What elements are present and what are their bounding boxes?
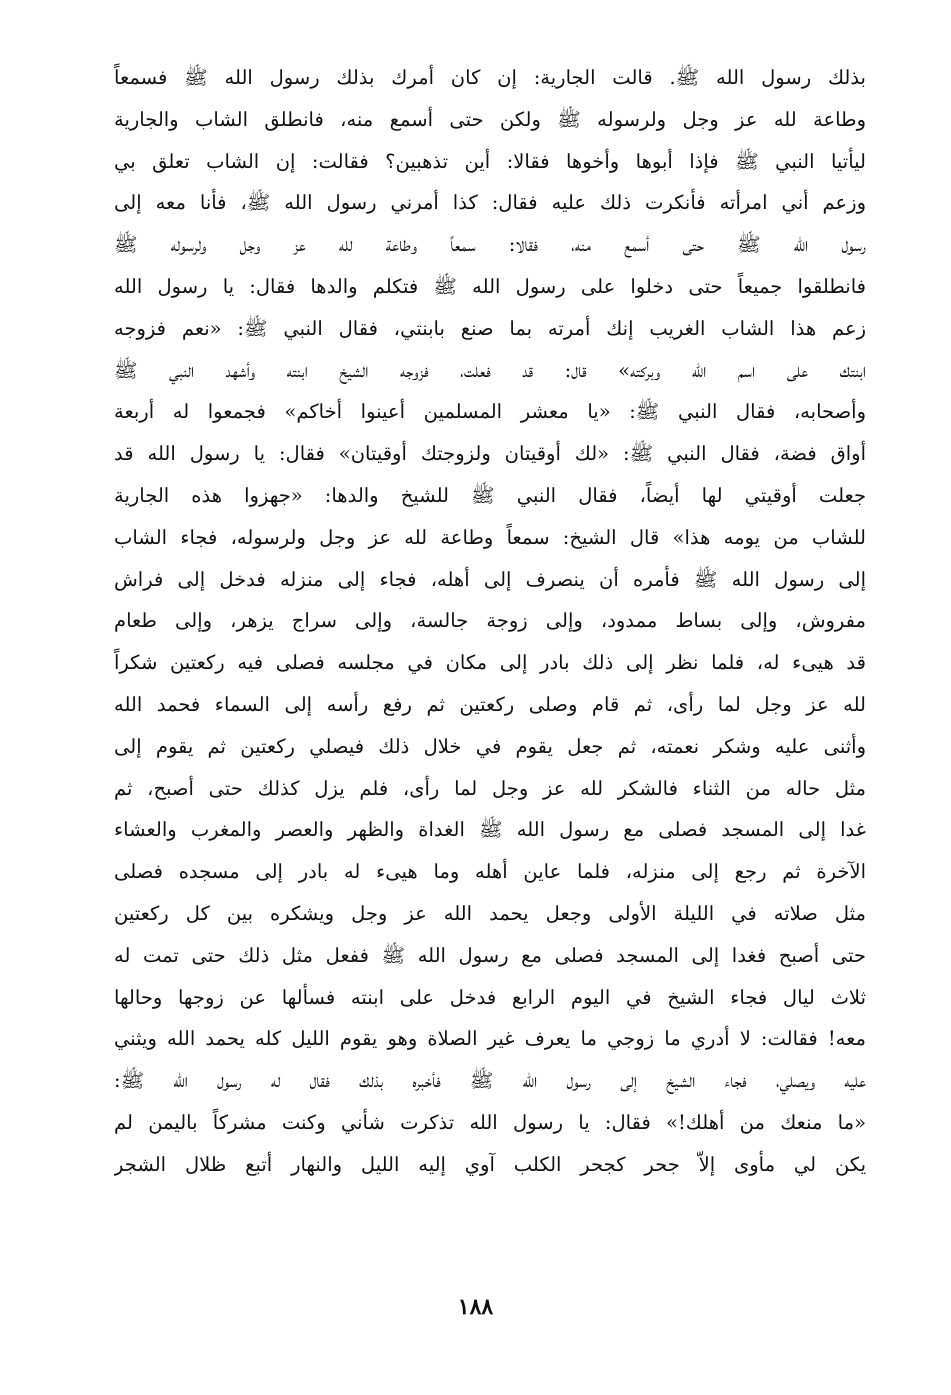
text-line: للشاب من يومه هذا» قال الشيخ: سمعاً وطاعة لله عز وجل ولرسوله، فجاء الشاب (114, 525, 866, 549)
text-line: حتى أصبح فغدا إلى المسجد فصلى مع رسول الله ﷺ ففعل مثل ذلك حتى تمت له (114, 943, 866, 967)
text-line: فانطلقوا جميعاً حتى دخلوا على رسول الله ﷺ فتكلم والدها فقال: يا رسول الله (114, 274, 866, 298)
text-line: مثل صلاته في الليلة الأولى وجعل يحمد الله عز وجل ويشكره بين كل ركعتين (114, 901, 866, 925)
text-line: وزعم أني امرأته فأنكرت ذلك عليه فقال: كذا أمرني رسول الله ﷺ، فأنا معه إلى (114, 191, 866, 215)
text-line: إلى رسول الله ﷺ فأمره أن ينصرف إلى أهله، فجاء إلى منزله فدخل إلى فراش (114, 567, 866, 591)
text-line: ليأتيا النبي ﷺ فإذا أبوها وأخوها فقالا: أين تذهبين؟ فقالت: إن الشاب تعلق بي (114, 149, 866, 173)
text-line: يكن لي مأوى إلاّ جحر كجحر الكلب آوي إليه الليل والنهار أتبع ظلال الشجر (114, 1152, 866, 1176)
text-line: مثل حاله من الثناء فالشكر لله عز وجل لما رأى، فلم يزل كذلك حتى أصبح، ثم (114, 776, 866, 800)
text-line: لله عز وجل لما رأى، ثم قام وصلى ركعتين ثم رفع رأسه إلى السماء فحمد الله (114, 692, 866, 716)
text-line: رسول الله ﷺ حتى أسمع منه، فقالا: سمعاً وطاعة لله عز وجل ولرسوله ﷺ (114, 233, 866, 257)
text-line: وطاعة لله عز وجل ولرسوله ﷺ ولكن حتى أسمع منه، فانطلق الشاب والجارية (114, 107, 866, 131)
text-line: بذلك رسول الله ﷺ. قالت الجارية: إن كان أمرك بذلك رسول الله ﷺ فسمعاً (114, 66, 866, 89)
text-line: أواق فضة، فقال النبي ﷺ: «لك أوقيتان ولزوجتك أوقيتان» فقال: يا رسول الله قد (114, 442, 866, 466)
text-line: ثلاث ليال فجاء الشيخ في اليوم الرابع فدخل على ابنته فسألها عن زوجها وحالها (114, 985, 866, 1009)
text-line: «ما منعك من أهلك!» فقال: يا رسول الله تذكرت شأني وكنت مشركاً باليمن لم (114, 1110, 866, 1134)
text-line: مفروش، وإلى بساط ممدود، وإلى زوجة جالسة، وإلى سراج يزهر، وإلى طعام (114, 609, 866, 633)
text-line: الآخرة ثم رجع إلى منزله، فلما عاين أهله وما هيىء له بادر إلى مسجده فصلى (114, 860, 866, 884)
text-line: وأصحابه، فقال النبي ﷺ: «يا معشر المسلمين أعينوا أخاكم» فجمعوا له أربعة (114, 400, 866, 424)
text-line: معه! فقالت: لا أدري ما زوجي ما يعرف غير الصلاة وهو يقوم الليل كله يحمد الله ويثني (114, 1027, 866, 1051)
body-text (114, 57, 866, 1186)
text-line: عليه ويصلي، فجاء الشيخ إلى رسول الله ﷺ فأخبره بذلك فقال له رسول الله ﷺ: (114, 1069, 866, 1093)
text-line: ابنتك على اسم الله وبركته» قال: قد فعلت، فزوجه الشيخ ابنته وأشهد النبي ﷺ (114, 358, 866, 382)
page-number: ١٨٨ (457, 1294, 494, 1320)
text-line: وأثنى عليه وشكر نعمته، ثم جعل يقوم في خلال ذلك فيصلي ركعتين ثم يقوم إلى (114, 734, 866, 758)
text-line: زعم هذا الشاب الغريب إنك أمرته بما صنع بابنتي، فقال النبي ﷺ: «نعم فزوجه (114, 316, 866, 340)
text-line: جعلت أوقيتي لها أيضاً، فقال النبي ﷺ للشيخ والدها: «جهزوا هذه الجارية (114, 483, 866, 507)
text-line: غدا إلى المسجد فصلى مع رسول الله ﷺ الغداة والظهر والعصر والمغرب والعشاء (114, 818, 866, 842)
text-line: قد هيىء له، فلما نظر إلى ذلك بادر إلى مكان في مجلسه فصلى فيه ركعتين شكراً (114, 651, 866, 675)
